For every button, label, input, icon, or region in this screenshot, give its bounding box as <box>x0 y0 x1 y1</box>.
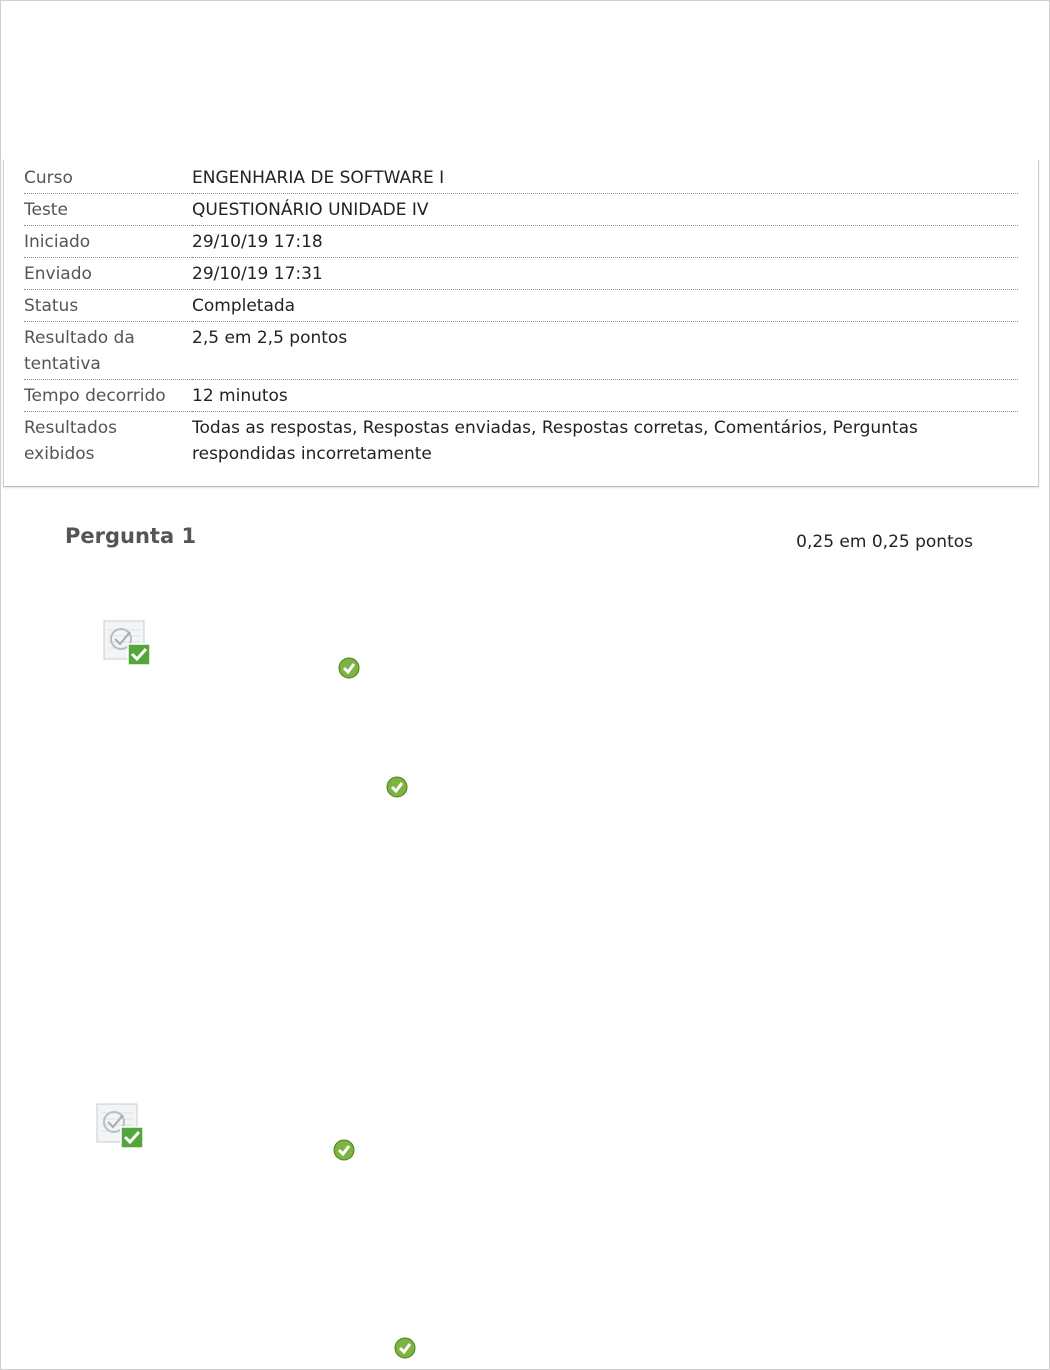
summary-row-submitted <box>24 258 1018 290</box>
summary-row-results-displayed <box>24 412 1018 470</box>
summary-row-started <box>24 226 1018 258</box>
summary-label: Tempo decorrido <box>24 380 192 412</box>
attempt-summary-table <box>24 162 1018 469</box>
summary-value: Completada <box>192 290 1018 322</box>
summary-value: 29/10/19 17:18 <box>192 226 1018 258</box>
question-header <box>65 524 975 558</box>
summary-value: 12 minutos <box>192 380 1018 412</box>
summary-row-elapsed-time <box>24 380 1018 412</box>
summary-value: Todas as respostas, Respostas enviadas, Respostas corretas, Comentários, Perguntas respondidas incorretamente <box>192 418 918 464</box>
document-check-icon <box>103 620 151 666</box>
summary-row-attempt-result <box>24 322 1018 380</box>
question-score: 0,25 em 0,25 pontos <box>796 532 973 552</box>
check-circle-icon <box>394 1337 416 1359</box>
summary-row-status <box>24 290 1018 322</box>
document-check-icon <box>96 1103 144 1149</box>
summary-row-test <box>24 194 1018 226</box>
attempt-summary-panel <box>3 160 1039 487</box>
summary-label: Resultado da tentativa <box>24 322 192 380</box>
summary-value: 29/10/19 17:31 <box>192 258 1018 290</box>
summary-label: Iniciado <box>24 226 192 258</box>
summary-label: Enviado <box>24 258 192 290</box>
summary-label: Curso <box>24 162 192 194</box>
summary-label: Status <box>24 290 192 322</box>
question-title: Pergunta 1 <box>65 524 197 548</box>
check-circle-icon <box>386 776 408 798</box>
summary-value: QUESTIONÁRIO UNIDADE IV <box>192 194 1018 226</box>
summary-value: ENGENHARIA DE SOFTWARE I <box>192 162 1018 194</box>
summary-row-course <box>24 162 1018 194</box>
check-circle-icon <box>333 1139 355 1161</box>
summary-label: Teste <box>24 194 192 226</box>
summary-value: 2,5 em 2,5 pontos <box>192 322 1018 380</box>
check-circle-icon <box>338 657 360 679</box>
summary-label: Resultados exibidos <box>24 418 117 464</box>
